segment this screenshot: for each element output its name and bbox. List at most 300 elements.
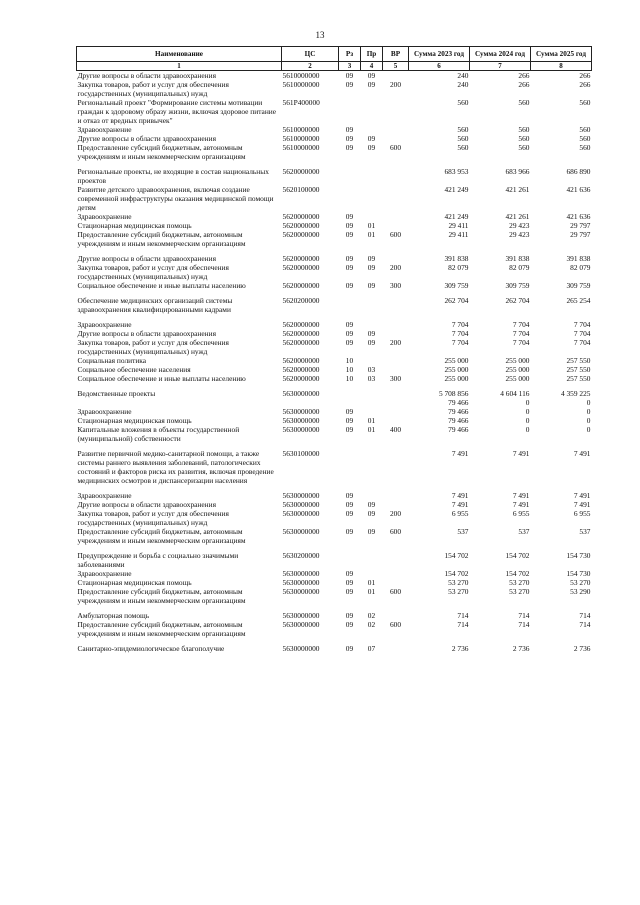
row-sum-2025: 82 079 xyxy=(570,263,591,272)
row-rz: 10 xyxy=(345,374,354,383)
row-vr xyxy=(383,569,409,578)
row-name: Предоставление субсидий бюджетным, автономным учреждениям и иным некоммерческим организациям xyxy=(77,620,246,638)
page-number: 13 xyxy=(315,30,325,40)
row-rz: 09 xyxy=(345,71,354,80)
row-rz: 09 xyxy=(345,491,354,500)
row-pr xyxy=(361,398,383,407)
row-rz: 09 xyxy=(345,134,354,143)
row-sum-2025: 714 xyxy=(579,620,591,629)
row-sum-2024: 537 xyxy=(518,527,530,536)
row-cs-code: 5630000000 xyxy=(282,569,320,578)
table-row xyxy=(77,611,592,620)
row-sum-2024: 421 261 xyxy=(505,185,530,194)
row-sum-2024: 560 xyxy=(518,134,530,143)
row-rz xyxy=(339,551,361,569)
row-sum-2024: 266 xyxy=(518,80,530,89)
row-sum-2023: 7 491 xyxy=(451,500,469,509)
table-row xyxy=(77,365,592,374)
row-sum-2023: 391 838 xyxy=(444,254,469,263)
row-rz xyxy=(339,98,361,125)
row-pr: 09 xyxy=(367,263,376,272)
row-vr xyxy=(383,365,409,374)
row-sum-2024: 0 xyxy=(525,398,530,407)
row-sum-2025: 421 636 xyxy=(566,185,591,194)
row-cs-code: 561P400000 xyxy=(282,98,320,107)
row-cs-code: 5620000000 xyxy=(282,281,320,290)
row-rz xyxy=(339,449,361,485)
row-sum-2024: 29 423 xyxy=(509,230,530,239)
row-rz: 09 xyxy=(345,125,354,134)
row-vr xyxy=(383,98,409,125)
row-sum-2024: 154 702 xyxy=(505,569,530,578)
row-sum-2023: 255 000 xyxy=(444,374,469,383)
col-header-sum-2025: Сумма 2025 год xyxy=(531,47,592,62)
row-pr: 09 xyxy=(367,254,376,263)
row-sum-2023: 262 704 xyxy=(444,296,469,305)
col-header-name: Наименование xyxy=(77,47,282,62)
row-cs-code: 5630000000 xyxy=(282,578,320,587)
row-pr: 09 xyxy=(367,134,376,143)
row-cs-code: 5620000000 xyxy=(282,230,320,239)
row-name: Предупреждение и борьба с социально значимыми заболеваниями xyxy=(77,551,239,569)
row-cs-code: 5630000000 xyxy=(282,491,320,500)
row-sum-2023: 82 079 xyxy=(448,263,469,272)
table-row xyxy=(77,425,592,443)
table-row xyxy=(77,125,592,134)
row-sum-2023: 7 491 xyxy=(451,491,469,500)
row-name: Региональный проект "Формирование системы мотивации граждан к здоровому образу жизни, включая здоровое питание и отказ от вредных привычек" xyxy=(77,98,277,125)
row-rz: 09 xyxy=(345,329,354,338)
row-rz: 09 xyxy=(345,263,354,272)
row-rz: 10 xyxy=(345,365,354,374)
table-row xyxy=(77,338,592,356)
row-sum-2023: 7 704 xyxy=(451,320,469,329)
row-cs-code: 5610000000 xyxy=(282,125,320,134)
row-rz: 09 xyxy=(345,587,354,596)
row-name: Развитие детского здравоохранения, включая создание современной инфраструктуры оказания медицинской помощи детям xyxy=(77,185,274,212)
row-vr xyxy=(383,296,409,314)
row-vr xyxy=(383,134,409,143)
row-rz: 09 xyxy=(345,578,354,587)
row-cs-code: 5620000000 xyxy=(282,374,320,383)
row-name: Развитие первичной медико-санитарной помощи, а также системы раннего выявления заболеваний, патологических состояний и факторов риска их развития, включая проведение медицинских осмотров и диспансеризации населения xyxy=(77,449,274,485)
row-vr xyxy=(383,500,409,509)
row-name: Здравоохранение xyxy=(77,320,132,329)
row-sum-2023: 7 704 xyxy=(451,338,469,347)
row-pr xyxy=(361,569,383,578)
row-name: Стационарная медицинская помощь xyxy=(77,578,192,587)
row-sum-2024: 53 270 xyxy=(509,578,530,587)
row-vr: 200 xyxy=(389,509,402,518)
row-sum-2024: 255 000 xyxy=(505,374,530,383)
row-sum-2023: 53 270 xyxy=(448,587,469,596)
table-row xyxy=(77,320,592,329)
col-number: 1 xyxy=(77,62,282,71)
table-body xyxy=(77,71,592,654)
row-cs-code: 5620000000 xyxy=(282,338,320,347)
row-vr xyxy=(383,167,409,185)
row-sum-2024: 255 000 xyxy=(505,356,530,365)
row-name: Стационарная медицинская помощь xyxy=(77,416,192,425)
row-sum-2023: 79 466 xyxy=(448,425,469,434)
row-name: Социальное обеспечение населения xyxy=(77,365,191,374)
row-cs-code: 5620000000 xyxy=(282,212,320,221)
row-name: Социальное обеспечение и иные выплаты населению xyxy=(77,374,246,383)
row-cs-code: 5630000000 xyxy=(282,425,320,434)
table-row xyxy=(77,569,592,578)
row-name: Санитарно-эпидемиологическое благополучие xyxy=(77,644,225,653)
row-pr: 09 xyxy=(367,281,376,290)
row-cs-code: 5620200000 xyxy=(282,296,320,305)
row-name: Предоставление субсидий бюджетным, автономным учреждениям и иным некоммерческим организациям xyxy=(77,230,246,248)
row-sum-2025: 6 955 xyxy=(573,509,591,518)
row-vr: 300 xyxy=(389,281,402,290)
row-sum-2025: 560 xyxy=(579,125,591,134)
table-row xyxy=(77,134,592,143)
row-pr: 01 xyxy=(367,587,376,596)
row-vr xyxy=(383,407,409,416)
row-vr: 400 xyxy=(389,425,402,434)
row-name: Предоставление субсидий бюджетным, автономным учреждениям и иным некоммерческим организациям xyxy=(77,527,246,545)
row-sum-2023: 7 491 xyxy=(451,449,469,458)
row-sum-2023: 560 xyxy=(457,125,469,134)
row-pr xyxy=(361,389,383,398)
row-sum-2025: 7 491 xyxy=(573,491,591,500)
row-vr xyxy=(383,212,409,221)
row-rz: 09 xyxy=(345,254,354,263)
row-pr: 03 xyxy=(367,374,376,383)
row-sum-2024: 7 491 xyxy=(512,491,530,500)
row-sum-2023: 255 000 xyxy=(444,356,469,365)
row-vr xyxy=(383,320,409,329)
row-rz xyxy=(339,167,361,185)
row-cs-code: 5630000000 xyxy=(282,611,320,620)
row-pr: 01 xyxy=(367,221,376,230)
row-rz: 09 xyxy=(345,527,354,536)
table-row xyxy=(77,644,592,653)
row-sum-2023: 560 xyxy=(457,134,469,143)
row-rz: 09 xyxy=(345,500,354,509)
row-vr xyxy=(383,356,409,365)
row-rz: 09 xyxy=(345,212,354,221)
col-number: 8 xyxy=(531,62,592,71)
row-sum-2025: 714 xyxy=(579,611,591,620)
row-sum-2025: 53 290 xyxy=(570,587,591,596)
row-sum-2025: 560 xyxy=(579,134,591,143)
header-row xyxy=(77,47,592,62)
row-sum-2024: 560 xyxy=(518,143,530,152)
row-rz: 09 xyxy=(345,230,354,239)
row-sum-2024: 82 079 xyxy=(509,263,530,272)
row-sum-2025: 309 759 xyxy=(566,281,591,290)
row-cs-code: 5620000000 xyxy=(282,254,320,263)
row-sum-2024: 0 xyxy=(525,416,530,425)
row-vr xyxy=(383,551,409,569)
row-vr xyxy=(383,329,409,338)
row-rz: 09 xyxy=(345,611,354,620)
row-pr: 09 xyxy=(367,509,376,518)
row-cs-code: 5630000000 xyxy=(282,500,320,509)
table-row xyxy=(77,587,592,605)
row-sum-2023: 537 xyxy=(457,527,469,536)
row-cs-code: 5630000000 xyxy=(282,620,320,629)
row-sum-2025: 391 838 xyxy=(566,254,591,263)
row-sum-2023: 79 466 xyxy=(448,416,469,425)
row-sum-2023: 560 xyxy=(457,143,469,152)
table-row xyxy=(77,263,592,281)
table-row xyxy=(77,578,592,587)
row-sum-2024: 7 704 xyxy=(512,329,530,338)
budget-table xyxy=(76,46,592,653)
row-name: Здравоохранение xyxy=(77,212,132,221)
row-sum-2025: 7 491 xyxy=(573,449,591,458)
row-rz: 09 xyxy=(345,620,354,629)
row-sum-2024: 391 838 xyxy=(505,254,530,263)
row-sum-2025: 560 xyxy=(579,98,591,107)
row-pr xyxy=(361,125,383,134)
row-pr: 09 xyxy=(367,143,376,152)
row-pr: 01 xyxy=(367,425,376,434)
row-cs-code: 5620000000 xyxy=(282,221,320,230)
row-name: Предоставление субсидий бюджетным, автономным учреждениям и иным некоммерческим организациям xyxy=(77,587,246,605)
row-rz: 10 xyxy=(345,356,354,365)
row-cs-code xyxy=(282,398,339,407)
row-vr: 600 xyxy=(389,587,402,596)
row-sum-2024: 560 xyxy=(518,125,530,134)
row-sum-2025: 686 890 xyxy=(566,167,591,176)
row-pr: 09 xyxy=(367,527,376,536)
row-pr: 07 xyxy=(367,644,376,653)
row-name: Капитальные вложения в объекты государственной (муниципальной) собственности xyxy=(77,425,240,443)
row-sum-2023: 53 270 xyxy=(448,578,469,587)
row-cs-code: 5630000000 xyxy=(282,644,320,653)
row-pr xyxy=(361,491,383,500)
row-name: Другие вопросы в области здравоохранения xyxy=(77,329,216,338)
row-rz xyxy=(339,398,361,407)
table-row xyxy=(77,389,592,398)
col-number: 6 xyxy=(409,62,470,71)
row-sum-2024: 309 759 xyxy=(505,281,530,290)
row-name: Предоставление субсидий бюджетным, автономным учреждениям и иным некоммерческим организациям xyxy=(77,143,246,161)
table-row xyxy=(77,254,592,263)
row-sum-2025: 29 797 xyxy=(570,230,591,239)
row-sum-2023: 714 xyxy=(457,611,469,620)
row-sum-2025: 7 704 xyxy=(573,338,591,347)
row-name: Социальная политика xyxy=(77,356,147,365)
row-pr: 03 xyxy=(367,365,376,374)
row-vr xyxy=(383,254,409,263)
table-row xyxy=(77,449,592,485)
row-sum-2024: 6 955 xyxy=(512,509,530,518)
row-sum-2024: 29 423 xyxy=(509,221,530,230)
row-sum-2024: 0 xyxy=(525,425,530,434)
row-rz: 09 xyxy=(345,644,354,653)
row-name: Другие вопросы в области здравоохранения xyxy=(77,71,216,80)
row-cs-code: 5620000000 xyxy=(282,320,320,329)
row-sum-2024: 255 000 xyxy=(505,365,530,374)
row-sum-2023: 154 702 xyxy=(444,551,469,560)
row-rz: 09 xyxy=(345,281,354,290)
row-sum-2024: 7 704 xyxy=(512,338,530,347)
row-sum-2025: 7 704 xyxy=(573,320,591,329)
row-sum-2025: 0 xyxy=(586,416,591,425)
row-vr: 300 xyxy=(389,374,402,383)
row-vr xyxy=(383,125,409,134)
row-name: Амбулаторная помощь xyxy=(77,611,150,620)
row-sum-2025: 266 xyxy=(579,71,591,80)
row-pr: 09 xyxy=(367,329,376,338)
row-sum-2024: 7 491 xyxy=(512,449,530,458)
col-header-cs: ЦС xyxy=(282,47,339,62)
row-name: Социальное обеспечение и иные выплаты населению xyxy=(77,281,246,290)
row-sum-2024: 53 270 xyxy=(509,587,530,596)
row-pr xyxy=(361,185,383,212)
table-row xyxy=(77,491,592,500)
table-row xyxy=(77,500,592,509)
row-sum-2024: 266 xyxy=(518,71,530,80)
row-sum-2024: 4 604 116 xyxy=(500,389,530,398)
row-vr xyxy=(383,221,409,230)
row-sum-2023: 2 736 xyxy=(451,644,469,653)
row-pr: 01 xyxy=(367,230,376,239)
row-sum-2025: 0 xyxy=(586,398,591,407)
row-cs-code: 5610000000 xyxy=(282,143,320,152)
row-sum-2024: 7 491 xyxy=(512,500,530,509)
row-cs-code: 5630000000 xyxy=(282,389,320,398)
row-sum-2025: 29 797 xyxy=(570,221,591,230)
row-sum-2023: 79 466 xyxy=(448,407,469,416)
row-pr: 09 xyxy=(367,338,376,347)
row-name: Другие вопросы в области здравоохранения xyxy=(77,134,216,143)
row-vr: 600 xyxy=(389,527,402,536)
row-sum-2025: 154 730 xyxy=(566,569,591,578)
row-sum-2024: 714 xyxy=(518,620,530,629)
column-number-row xyxy=(77,62,592,71)
row-pr xyxy=(361,296,383,314)
row-pr xyxy=(361,356,383,365)
table-row xyxy=(77,527,592,545)
row-sum-2024: 154 702 xyxy=(505,551,530,560)
row-vr xyxy=(383,416,409,425)
row-sum-2023: 154 702 xyxy=(444,569,469,578)
row-cs-code: 5610000000 xyxy=(282,134,320,143)
col-number: 7 xyxy=(470,62,531,71)
table-row xyxy=(77,281,592,290)
table-row xyxy=(77,143,592,161)
table-row xyxy=(77,212,592,221)
table-row xyxy=(77,407,592,416)
row-rz: 09 xyxy=(345,338,354,347)
row-pr: 09 xyxy=(367,80,376,89)
row-rz: 09 xyxy=(345,416,354,425)
col-number: 4 xyxy=(361,62,383,71)
row-sum-2023: 240 xyxy=(457,71,469,80)
table-row xyxy=(77,374,592,383)
row-sum-2024: 714 xyxy=(518,611,530,620)
row-cs-code: 5630200000 xyxy=(282,551,320,560)
row-vr: 200 xyxy=(389,80,402,89)
table-row xyxy=(77,230,592,248)
row-name: Здравоохранение xyxy=(77,491,132,500)
row-name: Здравоохранение xyxy=(77,407,132,416)
row-sum-2023: 421 249 xyxy=(444,212,469,221)
row-sum-2025: 257 550 xyxy=(566,374,591,383)
row-sum-2025: 53 270 xyxy=(570,578,591,587)
row-name: Здравоохранение xyxy=(77,569,132,578)
row-vr xyxy=(383,611,409,620)
row-name: Закупка товаров, работ и услуг для обеспечения государственных (муниципальных) нужд xyxy=(77,509,229,527)
table-row xyxy=(77,620,592,638)
row-name: Закупка товаров, работ и услуг для обеспечения государственных (муниципальных) нужд xyxy=(77,338,229,356)
row-sum-2023: 683 953 xyxy=(444,167,469,176)
row-vr xyxy=(383,185,409,212)
row-pr xyxy=(361,551,383,569)
row-name: Закупка товаров, работ и услуг для обеспечения государственных (муниципальных) нужд xyxy=(77,263,229,281)
col-header-rz: Рз xyxy=(339,47,361,62)
row-vr: 200 xyxy=(389,338,402,347)
row-name: Другие вопросы в области здравоохранения xyxy=(77,500,216,509)
row-sum-2023: 560 xyxy=(457,98,469,107)
row-sum-2025: 266 xyxy=(579,80,591,89)
col-header-pr: Пр xyxy=(361,47,383,62)
row-sum-2024: 421 261 xyxy=(505,212,530,221)
row-vr xyxy=(383,449,409,485)
row-sum-2023: 7 704 xyxy=(451,329,469,338)
row-name: Обеспечение медицинских организаций системы здравоохранения квалифицированными кадрами xyxy=(77,296,233,314)
table-row xyxy=(77,80,592,98)
table-row xyxy=(77,398,592,407)
col-header-sum-2023: Сумма 2023 год xyxy=(409,47,470,62)
row-sum-2024: 7 704 xyxy=(512,320,530,329)
row-rz: 09 xyxy=(345,569,354,578)
row-rz: 09 xyxy=(345,221,354,230)
table-row xyxy=(77,98,592,125)
row-name: Закупка товаров, работ и услуг для обеспечения государственных (муниципальных) нужд xyxy=(77,80,229,98)
row-pr: 09 xyxy=(367,500,376,509)
row-vr xyxy=(383,398,409,407)
row-pr: 02 xyxy=(367,620,376,629)
col-number: 3 xyxy=(339,62,361,71)
table-row xyxy=(77,329,592,338)
row-sum-2025: 7 704 xyxy=(573,329,591,338)
row-vr: 600 xyxy=(389,143,402,152)
row-sum-2024: 262 704 xyxy=(505,296,530,305)
row-pr xyxy=(361,212,383,221)
row-vr xyxy=(383,71,409,81)
row-cs-code: 5630000000 xyxy=(282,587,320,596)
row-sum-2023: 421 249 xyxy=(444,185,469,194)
row-pr: 01 xyxy=(367,578,376,587)
row-sum-2025: 7 491 xyxy=(573,500,591,509)
row-name: Ведомственные проекты xyxy=(77,389,156,398)
row-cs-code: 5630100000 xyxy=(282,449,320,458)
row-sum-2023: 714 xyxy=(457,620,469,629)
row-rz xyxy=(339,185,361,212)
row-vr xyxy=(383,389,409,398)
row-sum-2023: 79 466 xyxy=(448,398,469,407)
row-sum-2025: 560 xyxy=(579,143,591,152)
table-row xyxy=(77,416,592,425)
row-sum-2024: 560 xyxy=(518,98,530,107)
row-vr: 600 xyxy=(389,230,402,239)
row-pr xyxy=(361,98,383,125)
row-pr xyxy=(361,449,383,485)
col-header-vr: ВР xyxy=(383,47,409,62)
row-sum-2025: 257 550 xyxy=(566,356,591,365)
row-sum-2024: 683 966 xyxy=(505,167,530,176)
row-cs-code: 5620000000 xyxy=(282,329,320,338)
row-cs-code: 5630000000 xyxy=(282,527,320,536)
